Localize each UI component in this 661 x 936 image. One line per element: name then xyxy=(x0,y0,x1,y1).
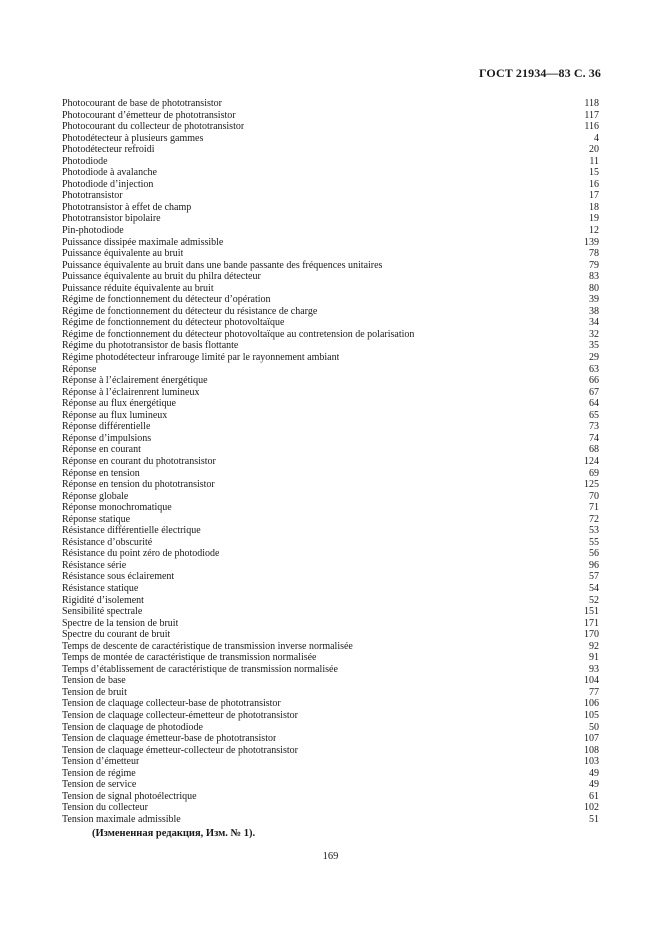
index-row xyxy=(62,156,599,168)
page-number: 169 xyxy=(322,851,339,862)
index-page-ref: 72 xyxy=(589,513,599,525)
index-term: Réponse monochromatique xyxy=(62,502,172,514)
index-term: Régime de fonctionnement du détecteur photovoltaïque xyxy=(62,317,285,329)
index-term: Phototransistor à effet de champ xyxy=(62,201,192,213)
index-term: Régime de fonctionnement du détecteur du résistance de charge xyxy=(62,305,318,317)
index-row xyxy=(62,317,599,329)
index-term: Réponse statique xyxy=(62,513,131,525)
index-row xyxy=(62,779,599,791)
index-page-ref: 77 xyxy=(589,686,599,698)
index-row xyxy=(62,491,599,503)
index-row xyxy=(62,144,599,156)
index-row xyxy=(62,421,599,433)
index-page-ref: 67 xyxy=(589,386,599,398)
index-term: Résistance sous éclairement xyxy=(62,571,175,583)
index-page-ref: 118 xyxy=(584,98,599,109)
index-page-ref: 19 xyxy=(589,213,599,225)
index-term: Temps d’établissement de caractéristique de transmission normalisée xyxy=(62,663,338,675)
index-term: Réponse d’impulsions xyxy=(62,432,152,444)
index-row xyxy=(62,213,599,225)
index-row xyxy=(62,133,599,145)
index-term: Tension de régime xyxy=(62,767,136,779)
index-term: Régime photodétecteur infrarouge limité par le rayonnement ambiant xyxy=(62,352,340,364)
index-term: Réponse globale xyxy=(62,490,129,502)
index-term: Réponse en courant xyxy=(62,444,141,456)
index-page-ref: 49 xyxy=(589,767,599,779)
index-row xyxy=(62,710,599,722)
index-row xyxy=(62,190,599,202)
index-row xyxy=(62,340,599,352)
index-term: Réponse au flux lumineux xyxy=(62,409,168,421)
index-page-ref: 39 xyxy=(589,294,599,306)
index-page-ref: 55 xyxy=(589,536,599,548)
index-row xyxy=(62,110,599,122)
index-term: Photodétecteur refroidi xyxy=(62,144,155,156)
index-page-ref: 73 xyxy=(589,421,599,433)
index-page-ref: 4 xyxy=(594,132,599,144)
index-row xyxy=(62,398,599,410)
index-page-ref: 171 xyxy=(584,617,599,629)
index-page-ref: 92 xyxy=(589,640,599,652)
index-term: Temps de montée de caractéristique de transmission normalisée xyxy=(62,652,317,664)
index-term: Puissance équivalente au bruit dans une bande passante des fréquences unitaires xyxy=(62,259,383,271)
index-term: Sensibilité spectrale xyxy=(62,606,143,618)
index-row xyxy=(62,410,599,422)
index-page-ref: 66 xyxy=(589,375,599,387)
index-page-ref: 53 xyxy=(589,525,599,537)
index-row xyxy=(62,167,599,179)
index-page-ref: 106 xyxy=(584,698,599,710)
index-page-ref: 125 xyxy=(584,479,599,491)
index-page-ref: 35 xyxy=(589,340,599,352)
index-row xyxy=(62,375,599,387)
index-row xyxy=(62,675,599,687)
index-row xyxy=(62,525,599,537)
index-page-ref: 50 xyxy=(589,721,599,733)
index-row xyxy=(62,456,599,468)
index-page-ref: 124 xyxy=(584,455,599,467)
index-term: Spectre du courant de bruit xyxy=(62,629,171,641)
index-term: Réponse à l’éclairenrent lumineux xyxy=(62,386,200,398)
index-term: Régime du phototransistor de basis flottante xyxy=(62,340,239,352)
index-term: Temps de descente de caractéristique de transmission inverse normalisée xyxy=(62,640,353,652)
index-term: Rigidité d’isolement xyxy=(62,594,144,606)
index-page-ref: 63 xyxy=(589,363,599,375)
index-page-ref: 51 xyxy=(589,813,599,825)
index-term: Photocourant de base de phototransistor xyxy=(62,98,222,109)
index-page-ref: 69 xyxy=(589,467,599,479)
index-row xyxy=(62,444,599,456)
index-page-ref: 117 xyxy=(584,109,599,121)
index-page-ref: 11 xyxy=(589,155,599,167)
index-term: Tension de service xyxy=(62,779,137,791)
index-row xyxy=(62,722,599,734)
index-row xyxy=(62,618,599,630)
index-row xyxy=(62,595,599,607)
index-term: Tension de signal photoélectrique xyxy=(62,790,197,802)
index-term: Réponse au flux énergétique xyxy=(62,398,176,410)
index-page-ref: 49 xyxy=(589,779,599,791)
index-page-ref: 29 xyxy=(589,352,599,364)
index-term: Résistance série xyxy=(62,559,127,571)
index-term: Photodétecteur à plusieurs gammes xyxy=(62,132,204,144)
index-row xyxy=(62,571,599,583)
index-row xyxy=(62,294,599,306)
index-page-ref: 104 xyxy=(584,675,599,687)
index-row xyxy=(62,791,599,803)
index-page-ref: 18 xyxy=(589,201,599,213)
index-row xyxy=(62,260,599,272)
index-row xyxy=(62,225,599,237)
index-row xyxy=(62,583,599,595)
index-page-ref: 78 xyxy=(589,248,599,260)
index-row xyxy=(62,756,599,768)
index-term: Résistance statique xyxy=(62,582,139,594)
index-page-ref: 170 xyxy=(584,629,599,641)
index-term: Réponse xyxy=(62,363,97,375)
index-page-ref: 80 xyxy=(589,282,599,294)
index-page-ref: 139 xyxy=(584,236,599,248)
index-row xyxy=(62,468,599,480)
index-row xyxy=(62,121,599,133)
index-row xyxy=(62,502,599,514)
index-row xyxy=(62,306,599,318)
index-page-ref: 91 xyxy=(589,652,599,664)
index-page-ref: 96 xyxy=(589,559,599,571)
index-page-ref: 70 xyxy=(589,490,599,502)
index-row xyxy=(62,329,599,341)
index-row xyxy=(62,687,599,699)
index-page-ref: 105 xyxy=(584,709,599,721)
index-page-ref: 151 xyxy=(584,606,599,618)
index-page-ref: 34 xyxy=(589,317,599,329)
index-page-ref: 54 xyxy=(589,582,599,594)
index-row xyxy=(62,629,599,641)
index-term: Photodiode à avalanche xyxy=(62,167,157,179)
index-row xyxy=(62,745,599,757)
index-term: Tension du collecteur xyxy=(62,802,148,814)
index-row xyxy=(62,548,599,560)
index-row xyxy=(62,768,599,780)
index-row xyxy=(62,698,599,710)
index-term: Réponse à l’éclairement énergétique xyxy=(62,375,208,387)
index-row xyxy=(62,352,599,364)
index-term: Tension maximale admissible xyxy=(62,813,181,825)
index-row xyxy=(62,433,599,445)
index-term: Réponse en tension du phototransistor xyxy=(62,479,215,491)
index-row xyxy=(62,248,599,260)
index-term: Réponse en tension xyxy=(62,467,140,479)
index-page-ref: 12 xyxy=(589,225,599,237)
index-row xyxy=(62,641,599,653)
alphabetical-index xyxy=(62,98,599,825)
index-page-ref: 83 xyxy=(589,271,599,283)
index-row xyxy=(62,537,599,549)
index-page-ref: 79 xyxy=(589,259,599,271)
index-page-ref: 68 xyxy=(589,444,599,456)
index-term: Régime de fonctionnement du détecteur d’opération xyxy=(62,294,271,306)
index-term: Phototransistor bipolaire xyxy=(62,213,161,225)
index-page-ref: 74 xyxy=(589,432,599,444)
index-term: Tension d’émetteur xyxy=(62,756,140,768)
index-term: Tension de claquage collecteur-émetteur de phototransistor xyxy=(62,709,298,721)
index-term: Tension de claquage émetteur-collecteur de phototransistor xyxy=(62,744,298,756)
index-term: Tension de claquage de photodiode xyxy=(62,721,203,733)
index-row xyxy=(62,652,599,664)
index-term: Photocourant du collecteur de phototransistor xyxy=(62,121,245,133)
index-page-ref: 103 xyxy=(584,756,599,768)
index-term: Puissance équivalente au bruit du philra détecteur xyxy=(62,271,261,283)
index-row xyxy=(62,814,599,826)
index-row xyxy=(62,387,599,399)
index-term: Photodiode xyxy=(62,155,108,167)
index-page-ref: 64 xyxy=(589,398,599,410)
index-row xyxy=(62,98,599,110)
index-term: Réponse en courant du phototransistor xyxy=(62,455,216,467)
index-row xyxy=(62,802,599,814)
index-term: Puissance dissipée maximale admissible xyxy=(62,236,224,248)
index-row xyxy=(62,364,599,376)
index-row xyxy=(62,664,599,676)
index-page-ref: 61 xyxy=(589,790,599,802)
index-term: Résistance d’obscurité xyxy=(62,536,153,548)
index-row xyxy=(62,179,599,191)
index-term: Phototransistor xyxy=(62,190,123,202)
amendment-note: (Измененная редакция, Изм. № 1). xyxy=(92,828,256,839)
index-page-ref: 107 xyxy=(584,733,599,745)
index-page-ref: 16 xyxy=(589,178,599,190)
index-row xyxy=(62,237,599,249)
index-page-ref: 38 xyxy=(589,305,599,317)
index-term: Tension de base xyxy=(62,675,126,687)
index-page-ref: 32 xyxy=(589,328,599,340)
index-term: Puissance réduite équivalente au bruit xyxy=(62,282,214,294)
index-term: Photocourant d’émetteur de phototransistor xyxy=(62,109,236,121)
index-page-ref: 56 xyxy=(589,548,599,560)
index-page-ref: 93 xyxy=(589,663,599,675)
index-term: Spectre de la tension de bruit xyxy=(62,617,179,629)
index-term: Réponse différentielle xyxy=(62,421,151,433)
index-page-ref: 57 xyxy=(589,571,599,583)
index-term: Puissance équivalente au bruit xyxy=(62,248,184,260)
index-page-ref: 52 xyxy=(589,594,599,606)
index-page-ref: 71 xyxy=(589,502,599,514)
index-term: Pin-photodiode xyxy=(62,225,124,237)
index-row xyxy=(62,479,599,491)
index-page-ref: 108 xyxy=(584,744,599,756)
index-page-ref: 116 xyxy=(584,121,599,133)
index-row xyxy=(62,271,599,283)
index-page-ref: 65 xyxy=(589,409,599,421)
index-term: Photodiode d’injection xyxy=(62,178,154,190)
index-row xyxy=(62,202,599,214)
index-row xyxy=(62,733,599,745)
index-term: Résistance différentielle électrique xyxy=(62,525,201,537)
page-header-title: ГОСТ 21934—83 С. 36 xyxy=(478,66,601,80)
index-page-ref: 20 xyxy=(589,144,599,156)
index-term: Régime de fonctionnement du détecteur photovoltaïque au contretension de polarisation xyxy=(62,328,415,340)
index-row xyxy=(62,283,599,295)
index-term: Tension de claquage émetteur-base de phototransistor xyxy=(62,733,277,745)
index-term: Tension de bruit xyxy=(62,686,127,698)
index-term: Tension de claquage collecteur-base de phototransistor xyxy=(62,698,281,710)
index-row xyxy=(62,514,599,526)
index-row xyxy=(62,560,599,572)
index-page-ref: 17 xyxy=(589,190,599,202)
index-page-ref: 102 xyxy=(584,802,599,814)
index-page-ref: 15 xyxy=(589,167,599,179)
index-term: Résistance du point zéro de photodiode xyxy=(62,548,220,560)
index-row xyxy=(62,606,599,618)
